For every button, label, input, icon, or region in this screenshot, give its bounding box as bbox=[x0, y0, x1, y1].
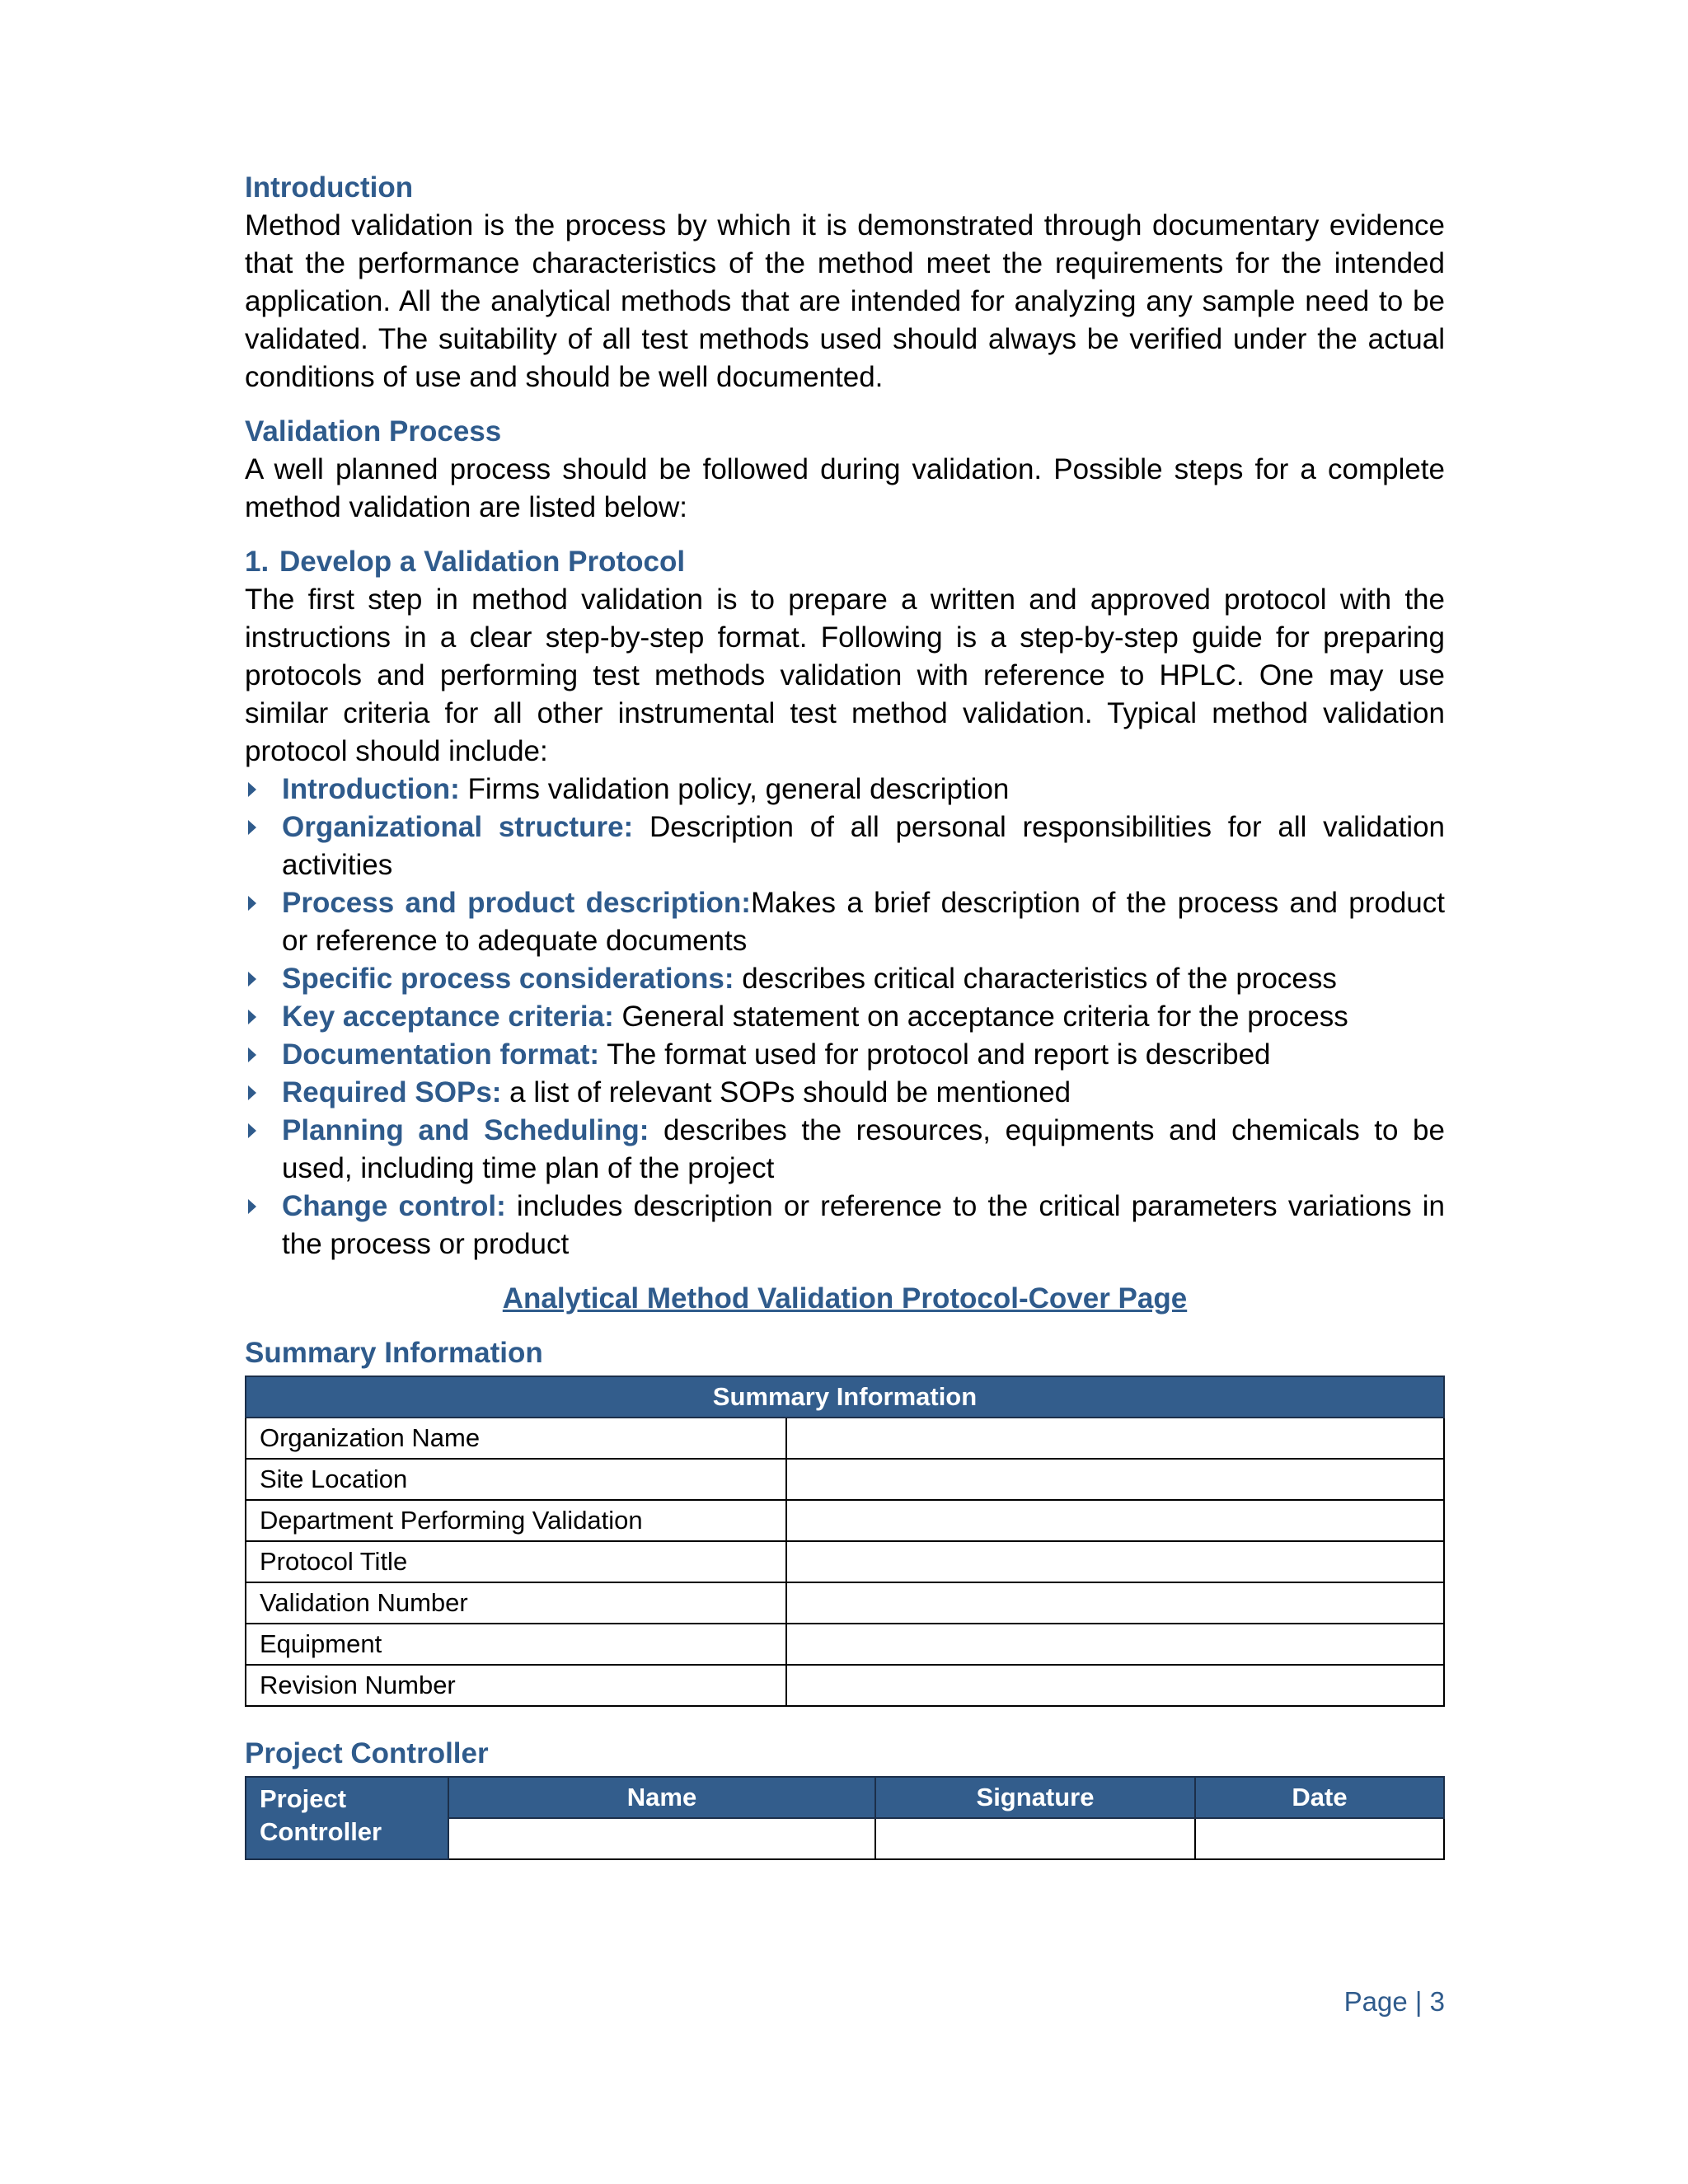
row-label: Organization Name bbox=[246, 1418, 786, 1459]
protocol-contents-list bbox=[245, 771, 1445, 1263]
step1-number: 1. bbox=[245, 546, 270, 578]
introduction-text: Method validation is the process by which it is demonstrated through documentary evidence that the performance characteristics of the method meet the requirements for the intended application. All the analytical methods that are intended for analyzing any sample need to be validated. The suitability of all test methods used should always be verified under the actual conditions of use and should be well documented. bbox=[245, 209, 1445, 393]
table-row bbox=[246, 1459, 1444, 1500]
bullet-term: Key acceptance criteria: bbox=[282, 1001, 614, 1033]
value-cell[interactable] bbox=[786, 1418, 1444, 1459]
cover-page-title: Analytical Method Validation Protocol-Cover Page bbox=[502, 1282, 1188, 1315]
row-label: Validation Number bbox=[246, 1582, 786, 1624]
document-page bbox=[245, 169, 1445, 1860]
value-cell[interactable] bbox=[786, 1665, 1444, 1706]
bullet-term: Organizational structure: bbox=[282, 811, 634, 843]
bullet-text: Makes a brief description of the process and product or reference to adequate documents bbox=[282, 887, 1445, 957]
bullet-term: Required SOPs: bbox=[282, 1076, 502, 1108]
name-column-header: Name bbox=[448, 1777, 875, 1818]
triangle-bullet-icon bbox=[248, 1010, 256, 1024]
table-row bbox=[246, 1418, 1444, 1459]
triangle-bullet-icon bbox=[248, 1047, 256, 1062]
list-item bbox=[245, 884, 1445, 960]
bullet-text: describes critical characteristics of the process bbox=[734, 963, 1337, 995]
bullet-text: Firms validation policy, general description bbox=[459, 773, 1010, 805]
triangle-bullet-icon bbox=[248, 1199, 256, 1214]
list-item bbox=[245, 1112, 1445, 1188]
list-item bbox=[245, 771, 1445, 808]
signature-column-header: Signature bbox=[875, 1777, 1195, 1818]
bullet-text: Description of all personal responsibilities for all validation activities bbox=[282, 811, 1446, 881]
table-row bbox=[246, 1541, 1444, 1582]
list-item bbox=[245, 1036, 1445, 1074]
value-cell[interactable] bbox=[786, 1459, 1444, 1500]
table-row bbox=[246, 1582, 1444, 1624]
row-label: Site Location bbox=[246, 1459, 786, 1500]
triangle-bullet-icon bbox=[248, 1085, 256, 1100]
signature-cell[interactable] bbox=[875, 1818, 1195, 1859]
value-cell[interactable] bbox=[786, 1582, 1444, 1624]
value-cell[interactable] bbox=[786, 1541, 1444, 1582]
summary-heading: Summary Information bbox=[245, 1337, 543, 1369]
bullet-term: Planning and Scheduling: bbox=[282, 1114, 649, 1146]
project-controller-heading: Project Controller bbox=[245, 1737, 489, 1769]
table-row bbox=[246, 1500, 1444, 1541]
row-label: Department Performing Validation bbox=[246, 1500, 786, 1541]
validation-process-text: A well planned process should be followed during validation. Possible steps for a complete method validation are listed below: bbox=[245, 453, 1445, 523]
triangle-bullet-icon bbox=[248, 820, 256, 835]
list-item bbox=[245, 808, 1445, 884]
bullet-text: includes description or reference to the critical parameters variations in the process or product bbox=[282, 1190, 1446, 1260]
step1-text: The first step in method validation is to prepare a written and approved protocol with the instructions in a clear step-by-step format. Following is a step-by-step guide for preparing protocols and performing test methods validation with reference to HPLC. One may use similar criteria for all other instrumental test method validation. Typical method validation protocol should include: bbox=[245, 583, 1445, 767]
bullet-text: General statement on acceptance criteria for the process bbox=[613, 1001, 1348, 1033]
bullet-term: Introduction: bbox=[282, 773, 460, 805]
list-item bbox=[245, 960, 1445, 998]
step1-title: Develop a Validation Protocol bbox=[279, 546, 686, 578]
date-column-header: Date bbox=[1195, 1777, 1444, 1818]
table-row bbox=[246, 1665, 1444, 1706]
summary-table bbox=[245, 1376, 1445, 1707]
bullet-term: Process and product description: bbox=[282, 887, 751, 919]
triangle-bullet-icon bbox=[248, 782, 256, 797]
summary-table-header: Summary Information bbox=[246, 1376, 1444, 1418]
triangle-bullet-icon bbox=[248, 896, 256, 911]
project-controller-row-header: Project Controller bbox=[246, 1777, 448, 1859]
bullet-text: The format used for protocol and report is described bbox=[599, 1038, 1271, 1071]
name-cell[interactable] bbox=[448, 1818, 875, 1859]
validation-process-heading: Validation Process bbox=[245, 415, 502, 448]
row-label: Revision Number bbox=[246, 1665, 786, 1706]
date-cell[interactable] bbox=[1195, 1818, 1444, 1859]
step1-heading bbox=[245, 543, 1445, 581]
triangle-bullet-icon bbox=[248, 1123, 256, 1138]
row-label: Equipment bbox=[246, 1624, 786, 1665]
row-label: Protocol Title bbox=[246, 1541, 786, 1582]
table-row bbox=[246, 1624, 1444, 1665]
bullet-text: describes the resources, equipments and chemicals to be used, including time plan of the project bbox=[282, 1114, 1445, 1184]
bullet-term: Specific process considerations: bbox=[282, 963, 734, 995]
list-item bbox=[245, 1188, 1445, 1263]
bullet-term: Documentation format: bbox=[282, 1038, 599, 1071]
value-cell[interactable] bbox=[786, 1500, 1444, 1541]
bullet-text: a list of relevant SOPs should be mentioned bbox=[501, 1076, 1071, 1108]
list-item bbox=[245, 998, 1445, 1036]
introduction-heading: Introduction bbox=[245, 171, 414, 204]
project-controller-table bbox=[245, 1776, 1445, 1860]
page-number: Page | 3 bbox=[1343, 1986, 1445, 2017]
bullet-term: Change control: bbox=[282, 1190, 506, 1222]
list-item bbox=[245, 1074, 1445, 1112]
triangle-bullet-icon bbox=[248, 972, 256, 987]
value-cell[interactable] bbox=[786, 1624, 1444, 1665]
